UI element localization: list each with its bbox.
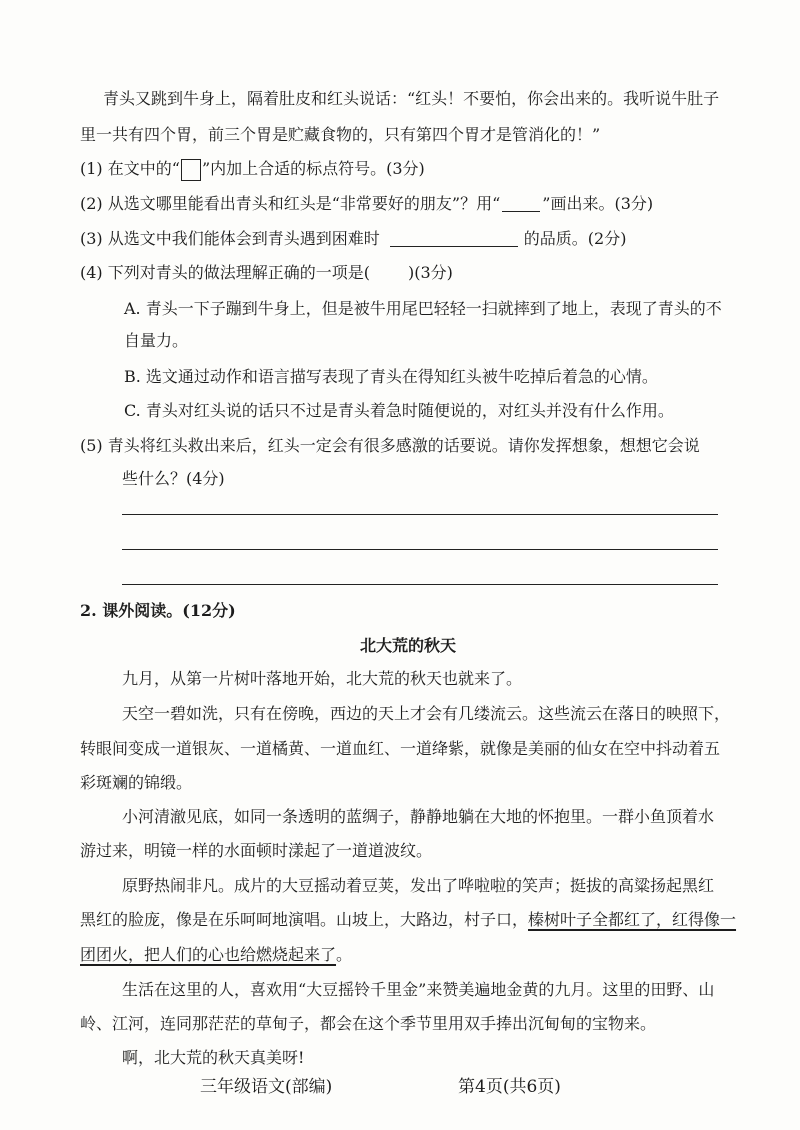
option-a: A. 青头一下子蹦到牛身上，但是被牛用尾巴轻轻一扫就摔到了地上，表现了青头的不	[124, 299, 722, 318]
passage-line: 里一共有四个胃，前三个胃是贮藏食物的，只有第四个胃才是管消化的！”	[80, 125, 601, 144]
article-line	[80, 944, 352, 966]
underlined-sentence: 团团火，把人们的心也给燃烧起来了	[80, 945, 337, 964]
question-2-text-end: ”画出来。(3分)	[542, 194, 654, 213]
article-line: 彩斑斓的锦缎。	[80, 773, 193, 792]
question-3-text-start: (3) 从选文中我们能体会到青头遇到困难时	[80, 229, 380, 248]
passage-line: 青头又跳到牛身上，隔着肚皮和红头说话：“红头！不要怕，你会出来的。我听说牛肚子	[103, 89, 720, 108]
article-line: 岭、江河，连同那茫茫的草甸子，都会在这个季节里用双手捧出沉甸甸的宝物来。	[80, 1014, 657, 1033]
question-5-cont: 些什么？(4分)	[122, 469, 225, 488]
answer-line[interactable]	[122, 584, 718, 585]
question-3	[80, 228, 626, 250]
question-2	[80, 193, 653, 215]
answer-line[interactable]	[122, 549, 718, 550]
article-title: 北大荒的秋天	[360, 636, 457, 655]
article-paragraph: 九月，从第一片树叶落地开始，北大荒的秋天也就来了。	[122, 669, 523, 688]
punctuation-box[interactable]	[181, 159, 201, 181]
answer-line[interactable]	[122, 514, 718, 515]
article-paragraph: 啊，北大荒的秋天真美呀!	[122, 1048, 305, 1067]
underlined-sentence: 榛树叶子全都红了，红得像一	[528, 910, 737, 929]
question-5: (5) 青头将红头救出来后，红头一定会有很多感激的话要说。请你发挥想象，想想它会说	[80, 436, 700, 455]
underline-sample	[502, 197, 540, 212]
footer-page-number: 第4页(共6页)	[458, 1077, 561, 1097]
question-2-text-start: (2) 从选文哪里能看出青头和红头是“非常要好的朋友”？用“	[80, 194, 501, 213]
option-a-cont: 自量力。	[124, 331, 189, 350]
answer-blank[interactable]	[390, 232, 518, 247]
question-4-text-end: )(3分)	[408, 263, 453, 282]
article-text: 。	[336, 945, 353, 964]
article-line: 游过来，明镜一样的水面顿时漾起了一道道波纹。	[80, 841, 433, 860]
article-paragraph: 天空一碧如洗，只有在傍晚，西边的天上才会有几缕流云。这些流云在落日的映照下，	[122, 704, 731, 723]
option-b: B. 选文通过动作和语言描写表现了青头在得知红头被牛吃掉后着急的心情。	[124, 367, 658, 386]
article-paragraph: 小河清澈见底，如同一条透明的蓝绸子，静静地躺在大地的怀抱里。一群小鱼顶着水	[122, 807, 715, 826]
article-text: 黑红的脸庞，像是在乐呵呵地演唱。山坡上，大路边，村子口，	[80, 910, 529, 929]
question-1	[80, 158, 425, 181]
question-4	[80, 262, 453, 284]
article-paragraph: 生活在这里的人，喜欢用“大豆摇铃千里金”来赞美遍地金黄的九月。这里的田野、山	[122, 980, 715, 999]
question-1-text-end: ”内加上合适的标点符号。(3分)	[201, 159, 425, 178]
article-paragraph: 原野热闹非凡。成片的大豆摇动着豆荚，发出了哗啦啦的笑声；挺拔的高粱扬起黑红	[122, 876, 715, 895]
footer-subject: 三年级语文(部编)	[200, 1077, 333, 1097]
question-4-text-start: (4) 下列对青头的做法理解正确的一项是(	[80, 263, 370, 282]
question-3-text-end: 的品质。(2分)	[523, 229, 627, 248]
option-c: C. 青头对红头说的话只不过是青头着急时随便说的，对红头并没有什么作用。	[124, 401, 674, 420]
question-1-text-start: (1) 在文中的“	[80, 159, 180, 178]
article-line: 转眼间变成一道银灰、一道橘黄、一道血红、一道绛紫，就像是美丽的仙女在空中抖动着五	[80, 739, 721, 758]
section-heading: 2. 课外阅读。(12分)	[80, 601, 236, 620]
article-line	[80, 909, 736, 931]
